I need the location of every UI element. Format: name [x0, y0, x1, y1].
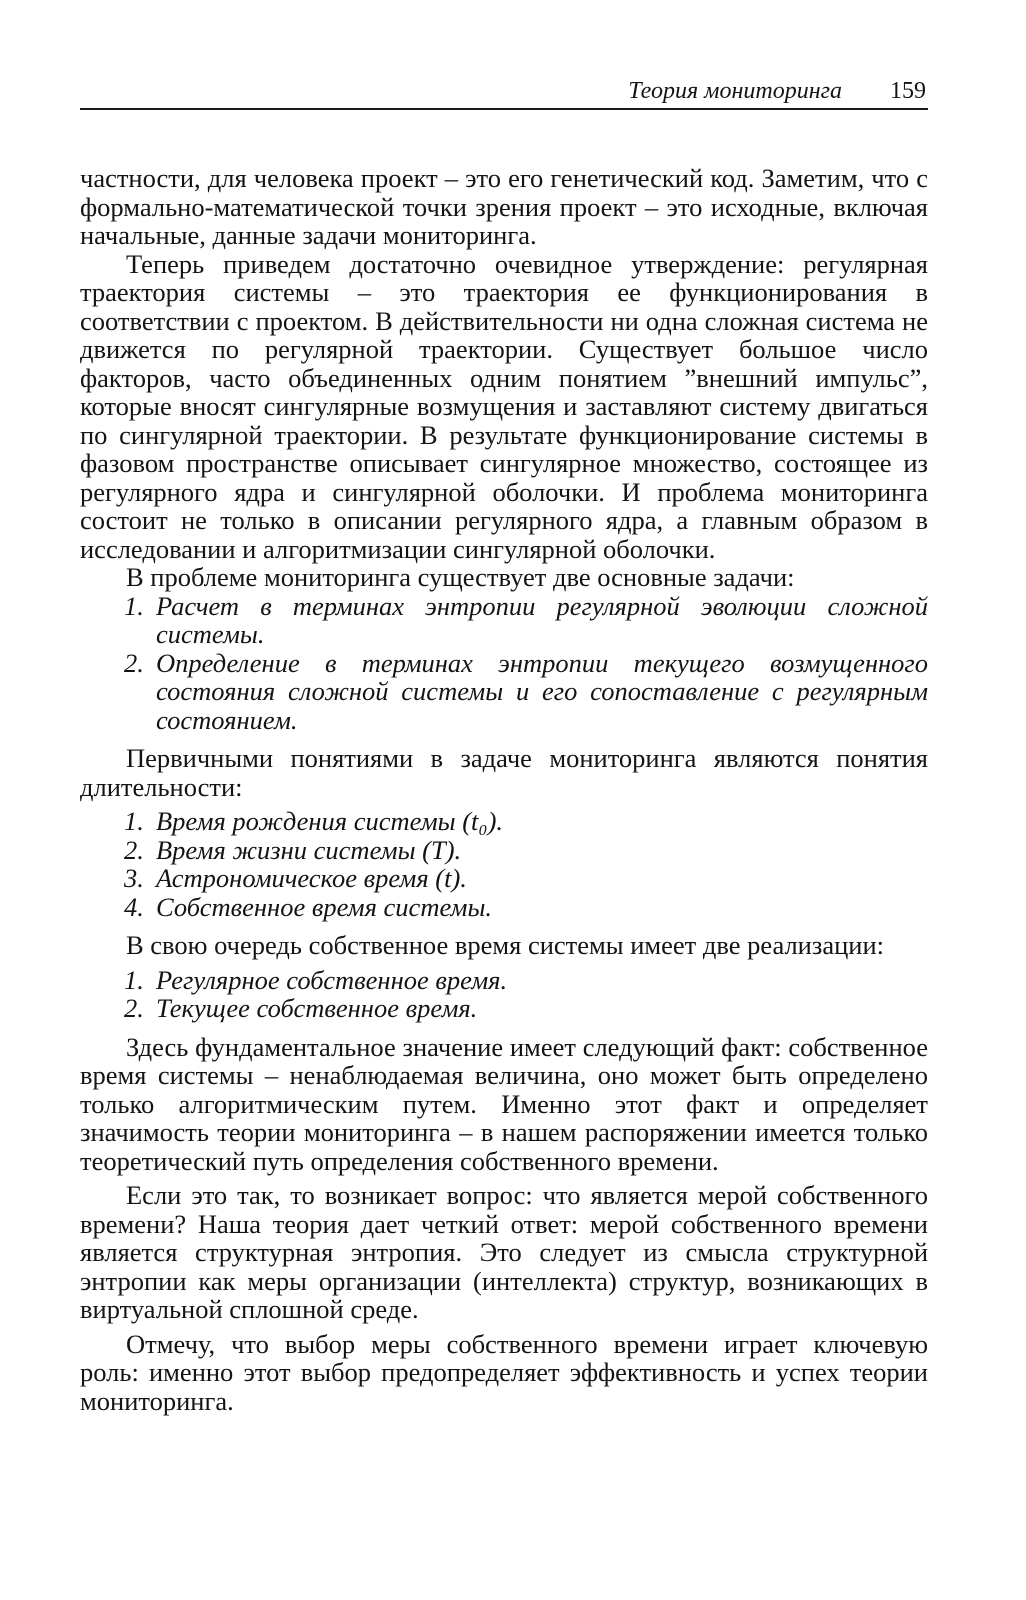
list-item-number: 2.: [124, 647, 144, 678]
list-item: [80, 864, 928, 893]
paragraph-continuation: частности, для человека проект – это его генетический код. Заметим, что с формально-математической точки зрения проект – это исходные, включая начальные, данные задачи мониторинга.: [80, 163, 928, 250]
list-item-number: 3.: [124, 863, 144, 893]
running-title: Теория мониторинга: [628, 78, 842, 104]
list-item-text: Астрономическое время (t).: [156, 863, 467, 893]
list-item-number: 2.: [124, 834, 144, 865]
list-item-text: Определение в терминах энтропии текущего возмущенного состояния сложной системы и его сопоставление с регулярным состоянием.: [156, 647, 928, 735]
paragraph-regular-trajectory: Теперь приведем достаточно очевидное утверждение: регулярная траектория системы – это траектория ее функционирования в соответствии с проектом. В действительности ни одна сложная система не движется по регулярной траектории. Существует большое число факторов, часто объединенных одним понятием ”внешний импульс”, которые вносят сингулярные возмущения и заставляют систему двигаться по сингулярной траектории. В результате функционирование системы в фазовом пространстве описывает сингулярное множество, состоящее из регулярного ядра и сингулярной оболочки. И проблема мониторинга состоит не только в описании регулярного ядра, а главным образом в исследовании и алгоритмизации сингулярной оболочки.: [80, 248, 928, 564]
list-item-number: 1.: [124, 806, 144, 836]
paragraph-fundamental-fact: Здесь фундаментальное значение имеет следующий факт: собственное время системы – ненаблюдаемая величина, оно может быть определено только алгоритмическим путем. Именно этот факт и определяет значимость теории мониторинга – в нашем распоряжении имеется только теоретический путь определения собственного времени.: [80, 1031, 928, 1176]
list-item: [80, 893, 928, 922]
list-item-text: Регулярное собственное время.: [156, 964, 508, 995]
durations-list: [80, 807, 928, 921]
book-page: [80, 0, 928, 1600]
list-item-number: 2.: [124, 993, 144, 1023]
own-time-list: [80, 966, 928, 1023]
body-text: [80, 164, 928, 1415]
paragraph-two-tasks-intro: В проблеме мониторинга существует две основные задачи:: [126, 562, 795, 592]
list-item-text: Время жизни системы (T).: [156, 834, 462, 865]
spacer: [80, 1023, 928, 1033]
list-item: [80, 836, 928, 865]
paragraph-duration-intro: Первичными понятиями в задаче мониторинга являются понятия длительности:: [80, 743, 928, 802]
list-item: [80, 592, 928, 649]
list-item: [80, 807, 928, 836]
list-item-number: 1.: [124, 590, 144, 621]
list-item: [80, 994, 928, 1023]
paragraph-measure-question: Если это так, то возникает вопрос: что является мерой собственного времени? Наша теория дает четкий ответ: мерой собственного времени является структурная энтропия. Это следует из смысла структурной энтропии как меры организации (интеллекта) структур, возникающих в виртуальной сплошной среде.: [80, 1180, 928, 1324]
paragraph-key-role: Отмечу, что выбор меры собственного времени играет ключевую роль: именно этот выбор предопределяет эффективность и успех теории мониторинга.: [80, 1328, 928, 1416]
list-item-number: 1.: [124, 964, 144, 995]
list-item-text: Собственное время системы.: [156, 891, 493, 922]
page-number: 159: [890, 78, 926, 104]
list-item-text: Время рождения системы (t₀).: [156, 806, 504, 836]
list-item-text: Текущее собственное время.: [156, 993, 478, 1023]
running-header: [80, 72, 928, 110]
paragraph-own-time-intro: В свою очередь собственное время системы имеет две реализации:: [126, 930, 884, 960]
list-item: [80, 966, 928, 995]
tasks-list: [80, 592, 928, 735]
list-item-text: Расчет в терминах энтропии регулярной эволюции сложной системы.: [156, 590, 928, 649]
list-item: [80, 649, 928, 735]
list-item-number: 4.: [124, 891, 144, 922]
